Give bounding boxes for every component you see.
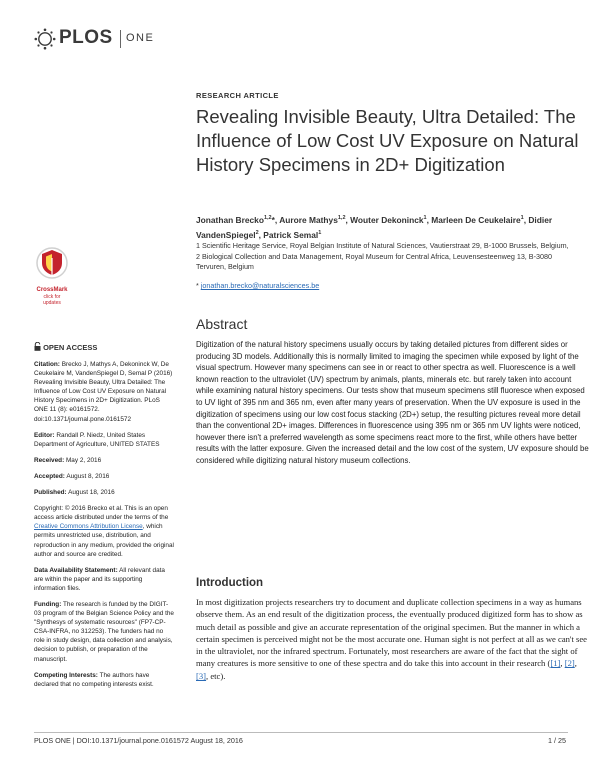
citation-label: Citation: <box>34 361 60 368</box>
correspondence-email-link[interactable]: jonathan.brecko@naturalsciences.be <box>200 281 320 290</box>
published-date: August 18, 2016 <box>68 489 115 497</box>
citation-block <box>34 360 174 424</box>
article-info-sidebar <box>34 360 174 696</box>
open-lock-icon <box>34 342 41 351</box>
editor-text: Randall P. Niedz, United States Department of Agriculture, UNITED STATES <box>34 431 160 448</box>
reference-link-3[interactable]: [3] <box>196 670 207 681</box>
affiliation-2: 2 Biological Collection and Data Management, Royal Museum for Central Africa, Leuvensesteenweg 13, B-3080 Tervuren, Belgium <box>196 251 552 271</box>
article-title: Revealing Invisible Beauty, Ultra Detailed: The Influence of Low Cost UV Exposure on Natural History Specimens in 2D+ Digitization <box>196 106 579 175</box>
editor-label: Editor: <box>34 431 55 439</box>
author-name: Wouter Dekoninck <box>350 214 424 225</box>
data-availability-label: Data Availability Statement: <box>34 566 118 574</box>
funding-label: Funding: <box>34 600 62 608</box>
reference-link-1[interactable]: [1] <box>550 658 561 669</box>
open-access-badge <box>34 342 97 352</box>
copyright-text-end: , which permits unrestricted use, distribution, and reproduction in any medium, provided the original author and source are credited. <box>34 523 174 558</box>
crossmark-label: CrossMark <box>36 287 68 293</box>
author-affiliation-sup: 1 <box>423 215 427 221</box>
received-date: May 2, 2016 <box>65 456 102 464</box>
author-corresponding-mark: * <box>271 214 275 225</box>
data-availability-text: All relevant data are within the paper and its supporting information files. <box>34 566 165 592</box>
editor-block <box>34 431 174 449</box>
author-separator: , <box>258 229 264 240</box>
author-name: Didier VandenSpiegel <box>196 214 553 240</box>
plos-one-logo <box>34 26 174 52</box>
ref-separator: , <box>574 658 577 669</box>
author-name: Marleen De Ceukelaire <box>431 214 521 225</box>
data-availability-block <box>34 566 174 593</box>
author-list <box>196 212 586 242</box>
funding-text: The research is funded by the DIGIT-03 program of the Belgian Science Policy and the "Synthesys of systematic resources" (FP7-CP-CSA-INFRA, no 312253). The funders had no role in study design, data collection and analysis, decision to publish, or preparation of the manuscript. <box>34 600 174 663</box>
author-affiliation-sup: 1 <box>318 229 322 236</box>
affiliation-1: 1 Scientific Heritage Service, Royal Belgian Institute of Natural Sciences, Vautierstraat 29, B-1000 Brussels, Belgium, <box>196 241 569 250</box>
abstract-heading: Abstract <box>196 316 248 332</box>
affiliations <box>196 241 581 273</box>
author-separator: , <box>523 214 529 225</box>
introduction-paragraph-end: , etc). <box>206 670 226 681</box>
citation-text: Brecko J, Mathys A, Dekoninck W, De Ceukelaire M, VandenSpiegel D, Semal P (2016) Revealing Invisible Beauty, Ultra Detailed: The Influence of Low Cost UV Exposure on Natural History Specimens in 2D+ Digitization. PLoS ONE 11 (8): e0161572. doi:10.1371/journal.pone.0161572 <box>34 361 173 423</box>
copyright-block <box>34 504 174 559</box>
author-affiliation-sup: 1,2 <box>337 215 346 221</box>
accepted-block <box>34 472 174 481</box>
license-link[interactable]: Creative Commons Attribution License <box>34 523 143 531</box>
introduction-text <box>196 596 591 682</box>
accepted-date: August 8, 2016 <box>66 472 110 480</box>
published-label: Published: <box>34 489 67 497</box>
author-affiliation-sup: 2 <box>255 229 259 236</box>
crossmark-caption: click for updates <box>43 294 61 306</box>
logo-brand: PLOS <box>59 27 113 48</box>
received-label: Received: <box>34 456 65 464</box>
author-affiliation-sup: 1,2 <box>263 215 272 221</box>
author-separator: , <box>345 214 351 225</box>
open-access-label: OPEN ACCESS <box>43 343 98 352</box>
reference-link-2[interactable]: [2] <box>564 658 575 669</box>
ref-separator: , <box>560 658 565 669</box>
published-block <box>34 488 174 497</box>
author-name: Jonathan Brecko <box>196 214 264 225</box>
logo-journal: ONE <box>126 32 155 44</box>
author-affiliation-sup: 1 <box>520 215 524 221</box>
funding-block <box>34 600 174 664</box>
received-block <box>34 456 174 465</box>
footer-citation: PLOS ONE | DOI:10.1371/journal.pone.0161572 August 18, 2016 <box>34 736 243 745</box>
crossmark-badge[interactable] <box>34 245 70 306</box>
competing-interests-label: Competing Interests: <box>34 671 98 679</box>
logo-divider <box>120 30 121 48</box>
author-name: Patrick Semal <box>263 229 319 240</box>
introduction-heading: Introduction <box>196 577 264 589</box>
copyright-text: Copyright: © 2016 Brecko et al. This is an open access article distributed under the terms of the <box>34 505 169 522</box>
plos-dots-icon <box>34 28 56 50</box>
author-separator: , <box>274 214 280 225</box>
competing-interests-block <box>34 671 174 689</box>
correspondence-mark: * <box>196 281 199 290</box>
footer-rule <box>34 732 568 733</box>
abstract-text: Digitization of the natural history specimens usually occurs by taking detailed pictures from different sides or producing 3D models. Additionally this is normally limited to imaging the specimen while exposed by light of the visual spectrum. However many specimens can see in or react to other spectra as well. Fluorescence is a well known reaction to the ultraviolet (UV) spectrum by animals, plants, minerals etc. but rarely taken into account while examining natural history specimens. Our tests show that museum specimens still fluoresce when exposed to UV light of 395 nm and 365 nm, even after many years of preservation. When the UV exposure is used in the digitization of specimens using our low cost focus stacking (2D+) setup, the resulting pictures reveal more detail than the conventional 2D+ images. Differences in fluorescence using 395 nm or 365 nm UV lights were noticed, however there isn't a preferred wavelength as some specimens react more to the first, while others have better results with the latter exposure. Given the increased detail and the low cost of the system, UV exposure should be considered while digitizing natural history museum collections. <box>196 340 589 465</box>
crossmark-icon <box>34 245 70 281</box>
author-separator: , <box>426 214 432 225</box>
author-name: Aurore Mathys <box>279 214 338 225</box>
competing-interests-text: The authors have declared that no competing interests exist. <box>34 671 154 688</box>
page-number: 1 / 25 <box>548 736 566 745</box>
article-type: RESEARCH ARTICLE <box>196 91 279 100</box>
correspondence <box>196 281 319 290</box>
introduction-paragraph: In most digitization projects researchers try to document and duplicate collection specimens in a way as humans observe them. As an end result of the digitization process, the eventually produced digitized form has to show as much detail as possible and give an accurate representation of the original specimen. But the manner in which a certain specimen is perceived might not be the most accurate one. Human sight is not perfect at all as we can't see in the ultraviolet, nor the infrared spectrum. Fortunately, most researchers are aware of the fact that the sight of many creatures is more sensitive to one of these spectra and do take this into account in their research ( <box>196 597 587 669</box>
accepted-label: Accepted: <box>34 472 65 480</box>
